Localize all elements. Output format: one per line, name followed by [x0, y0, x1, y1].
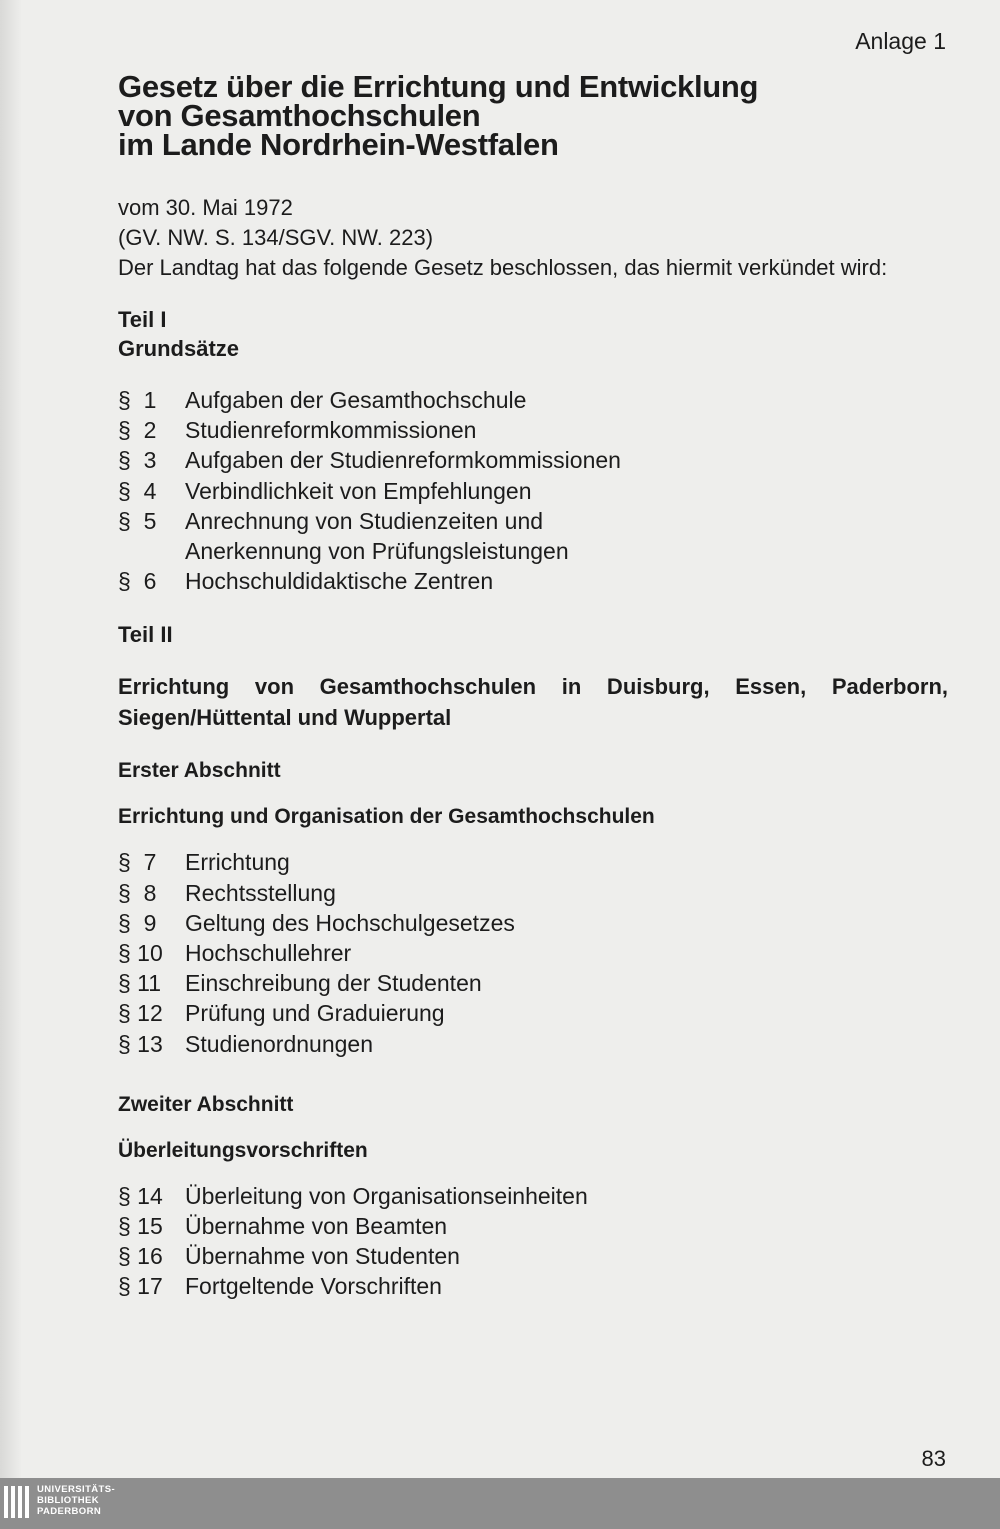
- section-number: § 2: [118, 417, 157, 444]
- section-number: § 5: [118, 507, 157, 534]
- section-title: Hochschullehrer: [185, 940, 352, 967]
- law-title: [118, 69, 948, 162]
- section-number: § 11: [118, 970, 162, 997]
- part-1-number: Teil I: [118, 307, 167, 332]
- section-number: § 14: [118, 1182, 163, 1209]
- chapter-1-list: [118, 847, 948, 1058]
- section-title: Anrechnung von Studienzeiten und Anerkennung von Prüfungsleistungen: [185, 507, 569, 565]
- chapter-1-number: Erster Abschnitt: [118, 759, 281, 783]
- section-number: § 12: [118, 1000, 163, 1027]
- section-item: [118, 847, 948, 877]
- section-title: Studienordnungen: [185, 1030, 373, 1057]
- law-intro: Der Landtag hat das folgende Gesetz beschlossen, das hiermit verkündet wird:: [118, 255, 888, 280]
- section-number: § 1: [118, 387, 157, 413]
- section-title: Errichtung: [185, 849, 290, 876]
- library-logo-icon: [4, 1486, 29, 1518]
- part-2-number: Teil II: [118, 622, 173, 648]
- law-source: (GV. NW. S. 134/SGV. NW. 223): [118, 225, 434, 250]
- section-title: Verbindlichkeit von Empfehlungen: [185, 477, 532, 504]
- section-title: Aufgaben der Gesamthochschule: [185, 387, 527, 413]
- library-logo-text: [37, 1484, 115, 1517]
- section-number: § 16: [118, 1243, 163, 1270]
- library-logo-line-1: UNIVERSITÄTS-: [37, 1484, 116, 1495]
- chapter-2-number: Zweiter Abschnitt: [118, 1092, 294, 1116]
- section-item: [118, 878, 948, 908]
- section-item: [118, 1029, 948, 1059]
- section-number: § 10: [118, 940, 163, 967]
- section-item: [118, 1271, 948, 1301]
- law-title-line-1: Gesetz über die Errichtung und Entwicklung: [118, 69, 759, 104]
- section-item: [118, 415, 948, 445]
- section-number: § 13: [118, 1030, 163, 1057]
- law-meta: [118, 193, 948, 283]
- section-title: Übernahme von Beamten: [185, 1213, 448, 1240]
- section-item: [118, 908, 948, 938]
- section-item: [118, 938, 948, 968]
- library-logo-line-3: PADERBORN: [37, 1506, 102, 1517]
- page-content: [118, 69, 948, 1302]
- section-title: Studienreformkommissionen: [185, 417, 477, 444]
- law-title-line-2: von Gesamthochschulen: [118, 98, 481, 133]
- section-item: [118, 476, 948, 506]
- section-number: § 17: [118, 1273, 163, 1300]
- section-item: [118, 445, 948, 475]
- section-title: Rechtsstellung: [185, 879, 336, 906]
- section-item: [118, 1181, 948, 1211]
- section-title: Einschreibung der Studenten: [185, 970, 482, 997]
- section-item: [118, 566, 948, 596]
- section-item: [118, 385, 948, 415]
- section-number: § 15: [118, 1213, 163, 1240]
- library-logo: [4, 1484, 115, 1518]
- section-item: [118, 998, 948, 1028]
- section-number: § 4: [118, 477, 157, 504]
- section-number: § 8: [118, 879, 157, 906]
- section-title: Überleitung von Organisationseinheiten: [185, 1182, 588, 1209]
- page-number: 83: [921, 1446, 946, 1471]
- part-2-title: Errichtung von Gesamthochschulen in Duisburg, Essen, Paderborn, Siegen/Hüttental und Wuppertal: [118, 674, 948, 731]
- section-item: [118, 506, 948, 566]
- section-title: Geltung des Hochschulgesetzes: [185, 909, 515, 936]
- section-title: Aufgaben der Studienreformkommissionen: [185, 447, 621, 474]
- section-title: Hochschuldidaktische Zentren: [185, 568, 494, 595]
- section-title: Fortgeltende Vorschriften: [185, 1273, 442, 1300]
- section-title: Übernahme von Studenten: [185, 1243, 460, 1270]
- section-item: [118, 1241, 948, 1271]
- library-logo-line-2: BIBLIOTHEK: [37, 1495, 100, 1506]
- chapter-1-title: Errichtung und Organisation der Gesamthochschulen: [118, 805, 655, 829]
- chapter-2-list: [118, 1181, 948, 1302]
- footer-bar: [0, 1478, 1000, 1529]
- section-number: § 3: [118, 447, 157, 474]
- section-item: [118, 1211, 948, 1241]
- law-date: vom 30. Mai 1972: [118, 195, 293, 220]
- section-item: [118, 968, 948, 998]
- section-number: § 7: [118, 849, 157, 876]
- section-number: § 9: [118, 909, 157, 936]
- section-number: § 6: [118, 568, 157, 595]
- chapter-2-title: Überleitungsvorschriften: [118, 1138, 368, 1162]
- law-title-line-3: im Lande Nordrhein-Westfalen: [118, 127, 559, 162]
- section-title: Prüfung und Graduierung: [185, 1000, 445, 1027]
- annex-label: Anlage 1: [855, 28, 946, 54]
- part-1-title: Grundsätze: [118, 336, 240, 361]
- part-1-list: [118, 385, 948, 596]
